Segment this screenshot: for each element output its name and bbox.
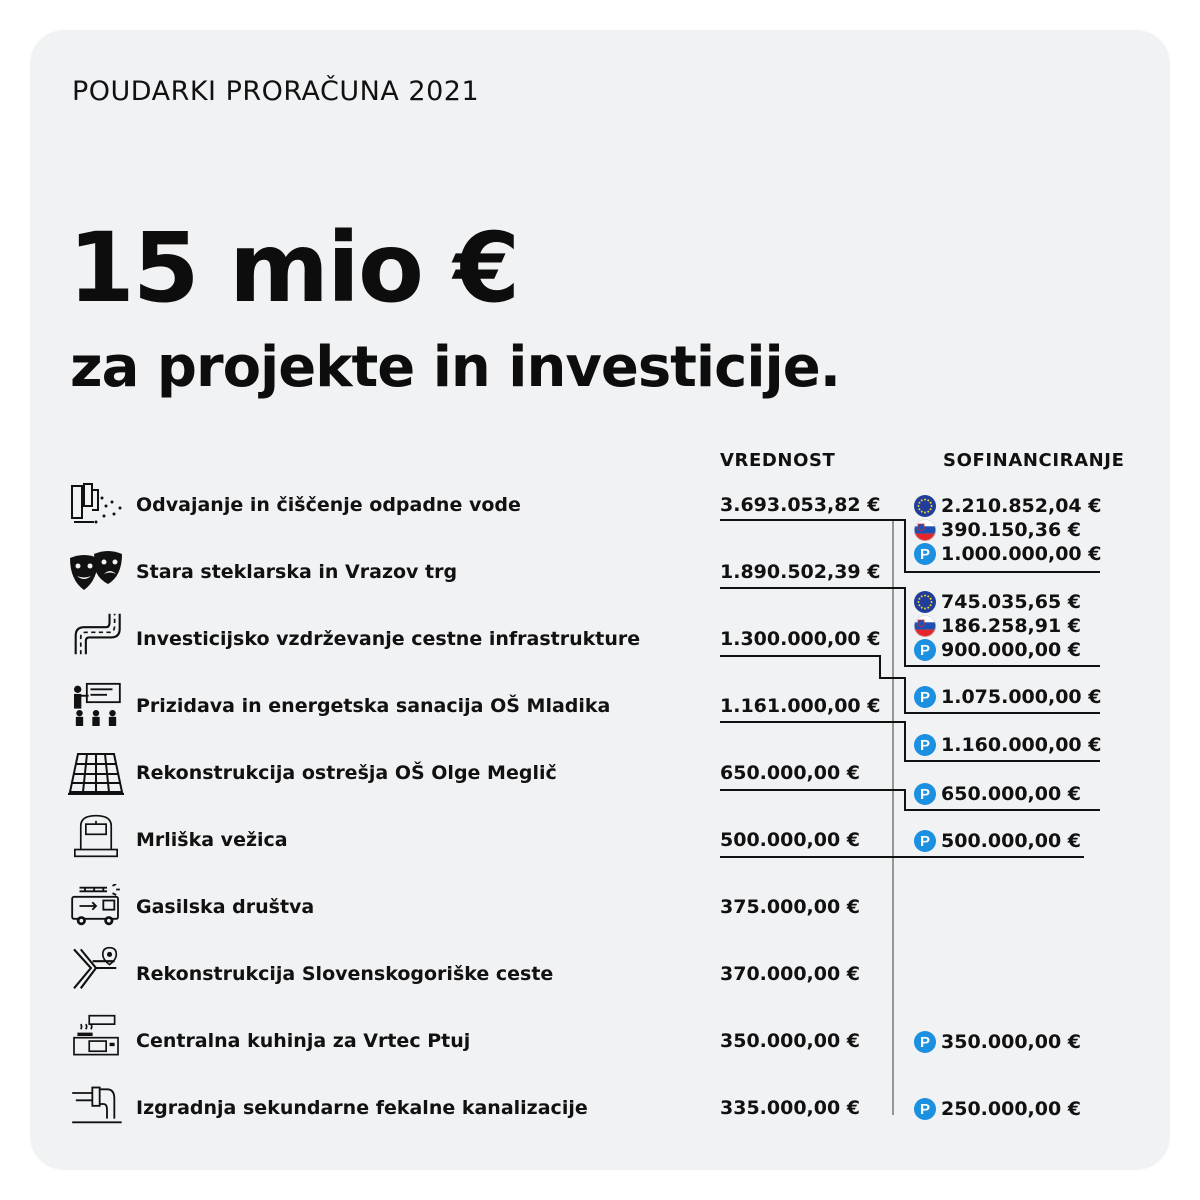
p-badge-icon (914, 686, 936, 708)
project-name: Centralna kuhinja za Vrtec Ptuj (136, 1030, 471, 1052)
project-value: 335.000,00 € (720, 1097, 861, 1119)
project-name: Mrliška vežica (136, 829, 288, 851)
column-header-value: VREDNOST (720, 450, 836, 471)
project-name: Stara steklarska in Vrazov trg (136, 561, 458, 583)
project-value: 370.000,00 € (720, 963, 861, 985)
svg-text:P: P (919, 786, 931, 803)
slovenia-flag-icon (914, 519, 936, 541)
cofinancing-item (914, 542, 1101, 566)
cofinancing-item (914, 1097, 1081, 1121)
column-header-cofinancing: SOFINANCIRANJE (943, 450, 1125, 471)
cofinancing-item (914, 590, 1081, 614)
cofinancing-amount: 186.258,91 € (941, 615, 1082, 637)
theatre-masks-icon (68, 550, 124, 594)
p-badge-icon (914, 1098, 936, 1120)
sewer-pipe-icon (68, 1082, 124, 1126)
cofinancing-item (914, 494, 1101, 518)
svg-text:P: P (919, 546, 931, 563)
project-name: Gasilska društva (136, 896, 315, 918)
cofinancing-item (914, 638, 1081, 662)
road-junction-pin-icon (68, 946, 124, 990)
cofinancing-item (914, 614, 1081, 638)
cofinancing-amount: 1.075.000,00 € (941, 686, 1102, 708)
eu-flag-icon (914, 495, 936, 517)
headline: 15 mio € (68, 212, 519, 324)
cofinancing-item (914, 1030, 1081, 1054)
project-value: 375.000,00 € (720, 896, 861, 918)
p-badge-icon (914, 1031, 936, 1053)
cofinancing-item (914, 518, 1081, 542)
project-value: 350.000,00 € (720, 1030, 861, 1052)
project-value: 500.000,00 € (720, 829, 861, 851)
p-badge-icon (914, 783, 936, 805)
svg-text:P: P (919, 833, 931, 850)
project-name: Izgradnja sekundarne fekalne kanalizacije (136, 1097, 588, 1119)
cofinancing-amount: 1.160.000,00 € (941, 734, 1102, 756)
p-badge-icon (914, 543, 936, 565)
water-treatment-icon (68, 482, 124, 526)
cofinancing-amount: 650.000,00 € (941, 783, 1082, 805)
kitchen-icon (68, 1014, 124, 1058)
cofinancing-amount: 250.000,00 € (941, 1098, 1082, 1120)
fire-truck-icon (68, 884, 124, 928)
cofinancing-amount: 1.000.000,00 € (941, 543, 1102, 565)
project-value: 1.890.502,39 € (720, 561, 881, 583)
project-name: Rekonstrukcija Slovenskogoriške ceste (136, 963, 554, 985)
svg-text:P: P (919, 1101, 931, 1118)
cofinancing-amount: 745.035,65 € (941, 591, 1082, 613)
gravestone-icon (68, 814, 124, 858)
cofinancing-amount: 2.210.852,04 € (941, 495, 1102, 517)
project-name: Odvajanje in čiščenje odpadne vode (136, 494, 521, 516)
cofinancing-item (914, 829, 1081, 853)
svg-text:P: P (919, 737, 931, 754)
p-badge-icon (914, 830, 936, 852)
project-name: Investicijsko vzdrževanje cestne infrastrukture (136, 628, 641, 650)
project-name: Rekonstrukcija ostrešja OŠ Olge Meglič (136, 762, 557, 784)
cofinancing-amount: 900.000,00 € (941, 639, 1082, 661)
project-value: 1.300.000,00 € (720, 628, 881, 650)
subline: za projekte in investicije. (70, 335, 840, 400)
cofinancing-item (914, 685, 1101, 709)
slovenia-flag-icon (914, 615, 936, 637)
cofinancing-amount: 350.000,00 € (941, 1031, 1082, 1053)
project-name: Prizidava in energetska sanacija OŠ Mladika (136, 695, 611, 717)
roof-tiles-icon (68, 752, 124, 796)
p-badge-icon (914, 639, 936, 661)
road-icon (68, 612, 124, 656)
cofinancing-item (914, 733, 1101, 757)
svg-text:P: P (919, 1034, 931, 1051)
svg-text:P: P (919, 642, 931, 659)
eu-flag-icon (914, 591, 936, 613)
p-badge-icon (914, 734, 936, 756)
project-value: 650.000,00 € (720, 762, 861, 784)
cofinancing-amount: 500.000,00 € (941, 830, 1082, 852)
classroom-icon (68, 682, 124, 726)
kicker-title: POUDARKI PRORAČUNA 2021 (72, 76, 480, 107)
project-value: 1.161.000,00 € (720, 695, 881, 717)
project-value: 3.693.053,82 € (720, 494, 881, 516)
cofinancing-amount: 390.150,36 € (941, 519, 1082, 541)
svg-text:P: P (919, 689, 931, 706)
cofinancing-item (914, 782, 1081, 806)
